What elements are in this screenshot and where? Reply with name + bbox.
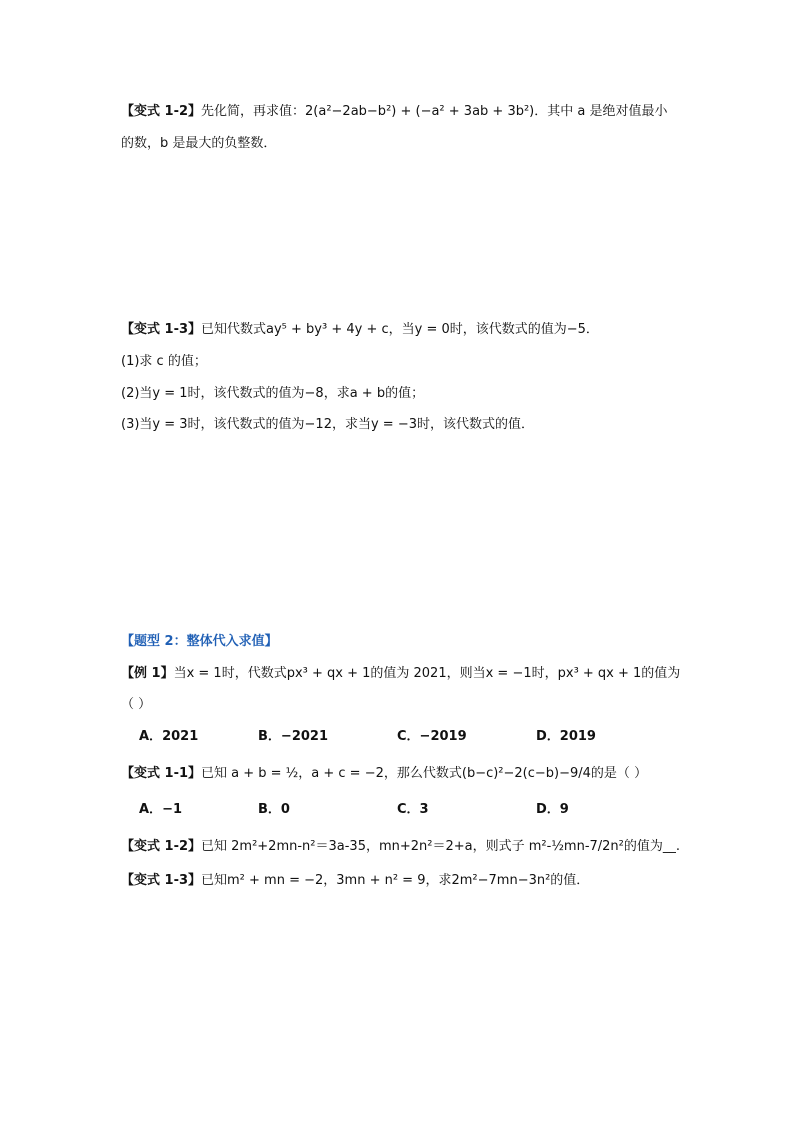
problem-tag: 【例 1】 <box>121 666 174 681</box>
option-c: C．3 <box>397 802 429 817</box>
section-heading: 【题型 2：整体代入求值】 <box>121 634 278 649</box>
option-c: C．−2019 <box>397 729 467 744</box>
problem-text: 当x = 1时，代数式px³ + qx + 1的值为 2021，则当x = −1时，px³ + qx + 1的值为 <box>173 666 681 681</box>
problem-tag: 【变式 1-3】 <box>121 322 202 337</box>
problem-v11b-stem <box>121 764 647 784</box>
problem-tag: 【变式 1-3】 <box>121 873 202 888</box>
problem-text: 已知代数式ay⁵ + by³ + 4y + c，当y = 0时，该代数式的值为−5． <box>201 322 599 337</box>
problem-v13b-stem <box>121 871 589 891</box>
option-d: D．2019 <box>536 729 596 744</box>
problem-v12b-stem <box>121 837 680 857</box>
problem-tag: 【变式 1-1】 <box>121 766 202 781</box>
problem-text: 先化简，再求值：2(a²−2ab−b²) + (−a² + 3ab + 3b²)．其中 a 是绝对值最小 <box>201 104 668 119</box>
problem-v13a-stem <box>121 320 599 340</box>
problem-v13a-q3: (3)当y = 3时，该代数式的值为−12，求当y = −3时，该代数式的值． <box>121 417 534 432</box>
option-d: D．9 <box>536 802 569 817</box>
problem-v13a-q2: (2)当y = 1时，该代数式的值为−8，求a + b的值； <box>121 386 425 401</box>
problem-text: 已知m² + mn = −2，3mn + n² = 9，求2m²−7mn−3n²的值． <box>201 873 590 888</box>
problem-tag: 【变式 1-2】 <box>121 839 202 854</box>
example1-line2: （ ） <box>121 697 152 712</box>
option-b: B．−2021 <box>258 729 328 744</box>
problem-tag: 【变式 1-2】 <box>121 104 202 119</box>
problem-text: 已知 2m²+2mn-n²＝3a-35，mn+2n²＝2+a，则式子 m²-½mn-7/2n²的值为__. <box>201 839 681 854</box>
problem-v12a-line2: 的数，b 是最大的负整数． <box>121 136 277 151</box>
option-b: B．0 <box>258 802 290 817</box>
problem-v12a-line1 <box>121 102 668 122</box>
option-a: A．−1 <box>139 802 183 817</box>
option-a: A．2021 <box>139 729 199 744</box>
problem-v13a-q1: (1)求 c 的值； <box>121 354 207 369</box>
problem-text: 已知 a + b = ½，a + c = −2，那么代数式(b−c)²−2(c−b)−9/4的是（ ） <box>201 766 648 781</box>
example1-line1 <box>121 664 680 684</box>
